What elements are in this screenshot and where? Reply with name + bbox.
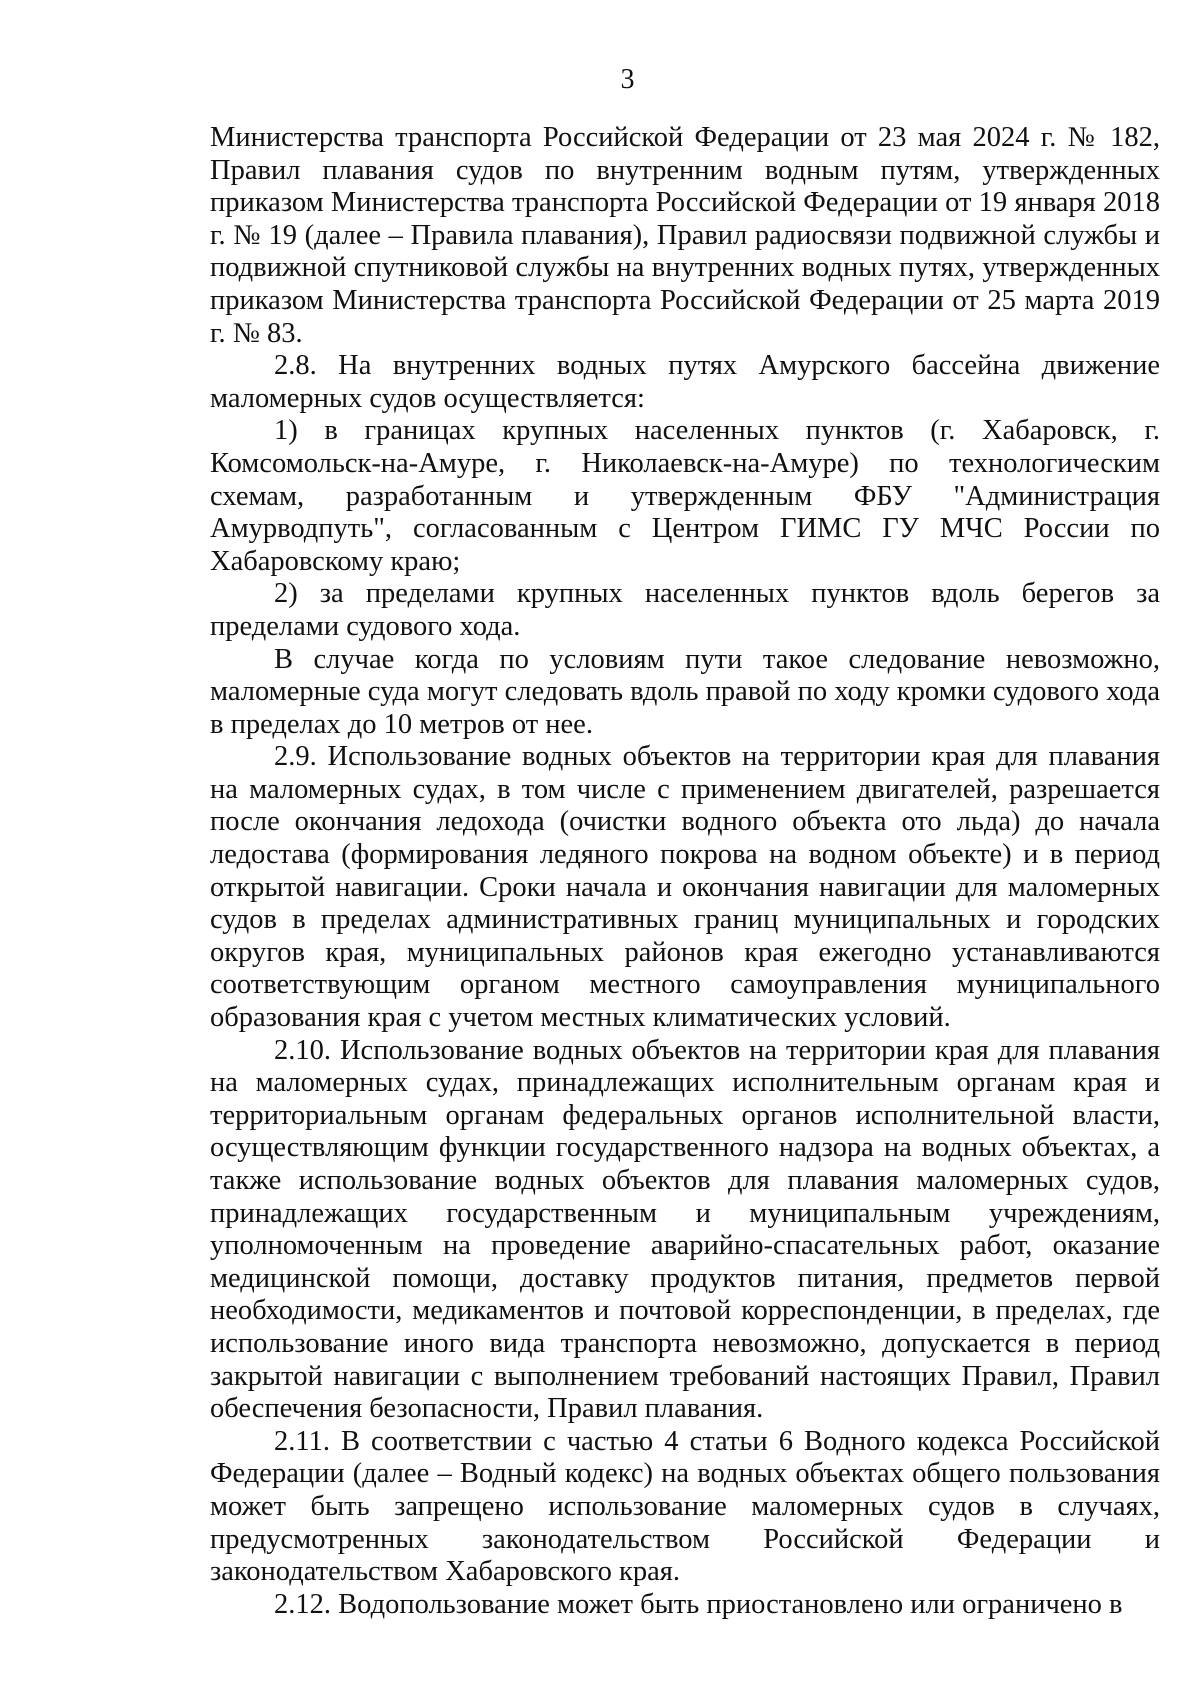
paragraph-2-10: 2.10. Использование водных объектов на территории края для плавания на маломерных судах, принадлежащих исполнительным органам края и территориальным органам федеральных органов исполнительной власти, осуществляющим функции государственного надзора на водных объектах, а также использование водных объектов для плавания маломерных судов, принадлежащих государственным и муниципальным учреждениям, уполномоченным на проведение аварийно-спасательных работ, оказание медицинской помощи, доставку продуктов питания, предметов первой необходимости, медикаментов и почтовой корреспонденции, в пределах, где использование иного вида транспорта невозможно, допускается в период закрытой навигации с выполнением требований настоящих Правил, Правил обеспечения безопасности, Правил плавания. [210, 1034, 1160, 1425]
paragraph-2-8: 2.8. На внутренних водных путях Амурского бассейна движение маломерных судов осуществляется: [210, 350, 1160, 414]
document-body [210, 122, 1160, 1621]
paragraph-2-8-note: В случае когда по условиям пути такое следование невозможно, маломерные суда могут следовать вдоль правой по ходу кромки судового хода в пределах до 10 метров от нее. [210, 643, 1160, 740]
paragraph-2-8-item-2: 2) за пределами крупных населенных пунктов вдоль берегов за пределами судового хода. [210, 578, 1160, 642]
paragraph-2-11: 2.11. В соответствии с частью 4 статьи 6 Водного кодекса Российской Федерации (далее – Водный кодекс) на водных объектах общего пользования может быть запрещено использование маломерных судов в случаях, предусмотренных законодательством Российской Федерации и законодательством Хабаровского края. [210, 1425, 1160, 1588]
page-number: 3 [620, 64, 635, 95]
paragraph-2-12: 2.12. Водопользование может быть приостановлено или ограничено в [274, 1588, 1123, 1620]
paragraph-continuation: Министерства транспорта Российской Федерации от 23 мая 2024 г. № 182, Правил плавания судов по внутренним водным путям, утвержденных приказом Министерства транспорта Российской Федерации от 19 января 2018 г. № 19 (далее – Правила плавания), Правил радиосвязи подвижной службы и подвижной спутниковой службы на внутренних водных путях, утвержденных приказом Министерства транспорта Российской Федерации от 25 марта 2019 г. № 83. [210, 122, 1160, 349]
paragraph-2-8-item-1: 1) в границах крупных населенных пунктов (г. Хабаровск, г. Комсомольск-на-Амуре, г. Николаевск-на-Амуре) по технологическим схемам, разработанным и утвержденным ФБУ "Администрация Амурводпуть", согласованным с Центром ГИМС ГУ МЧС России по Хабаровскому краю; [210, 415, 1160, 577]
paragraph-2-9: 2.9. Использование водных объектов на территории края для плавания на маломерных судах, в том числе с применением двигателей, разрешается после окончания ледохода (очистки водного объекта ото льда) до начала ледостава (формирования ледяного покрова на водном объекте) и в период открытой навигации. Сроки начала и окончания навигации для маломерных судов в пределах административных границ муниципальных и городских округов края, муниципальных районов края ежегодно устанавливаются соответствующим органом местного самоуправления муниципального образования края с учетом местных климатических условий. [210, 741, 1160, 1034]
